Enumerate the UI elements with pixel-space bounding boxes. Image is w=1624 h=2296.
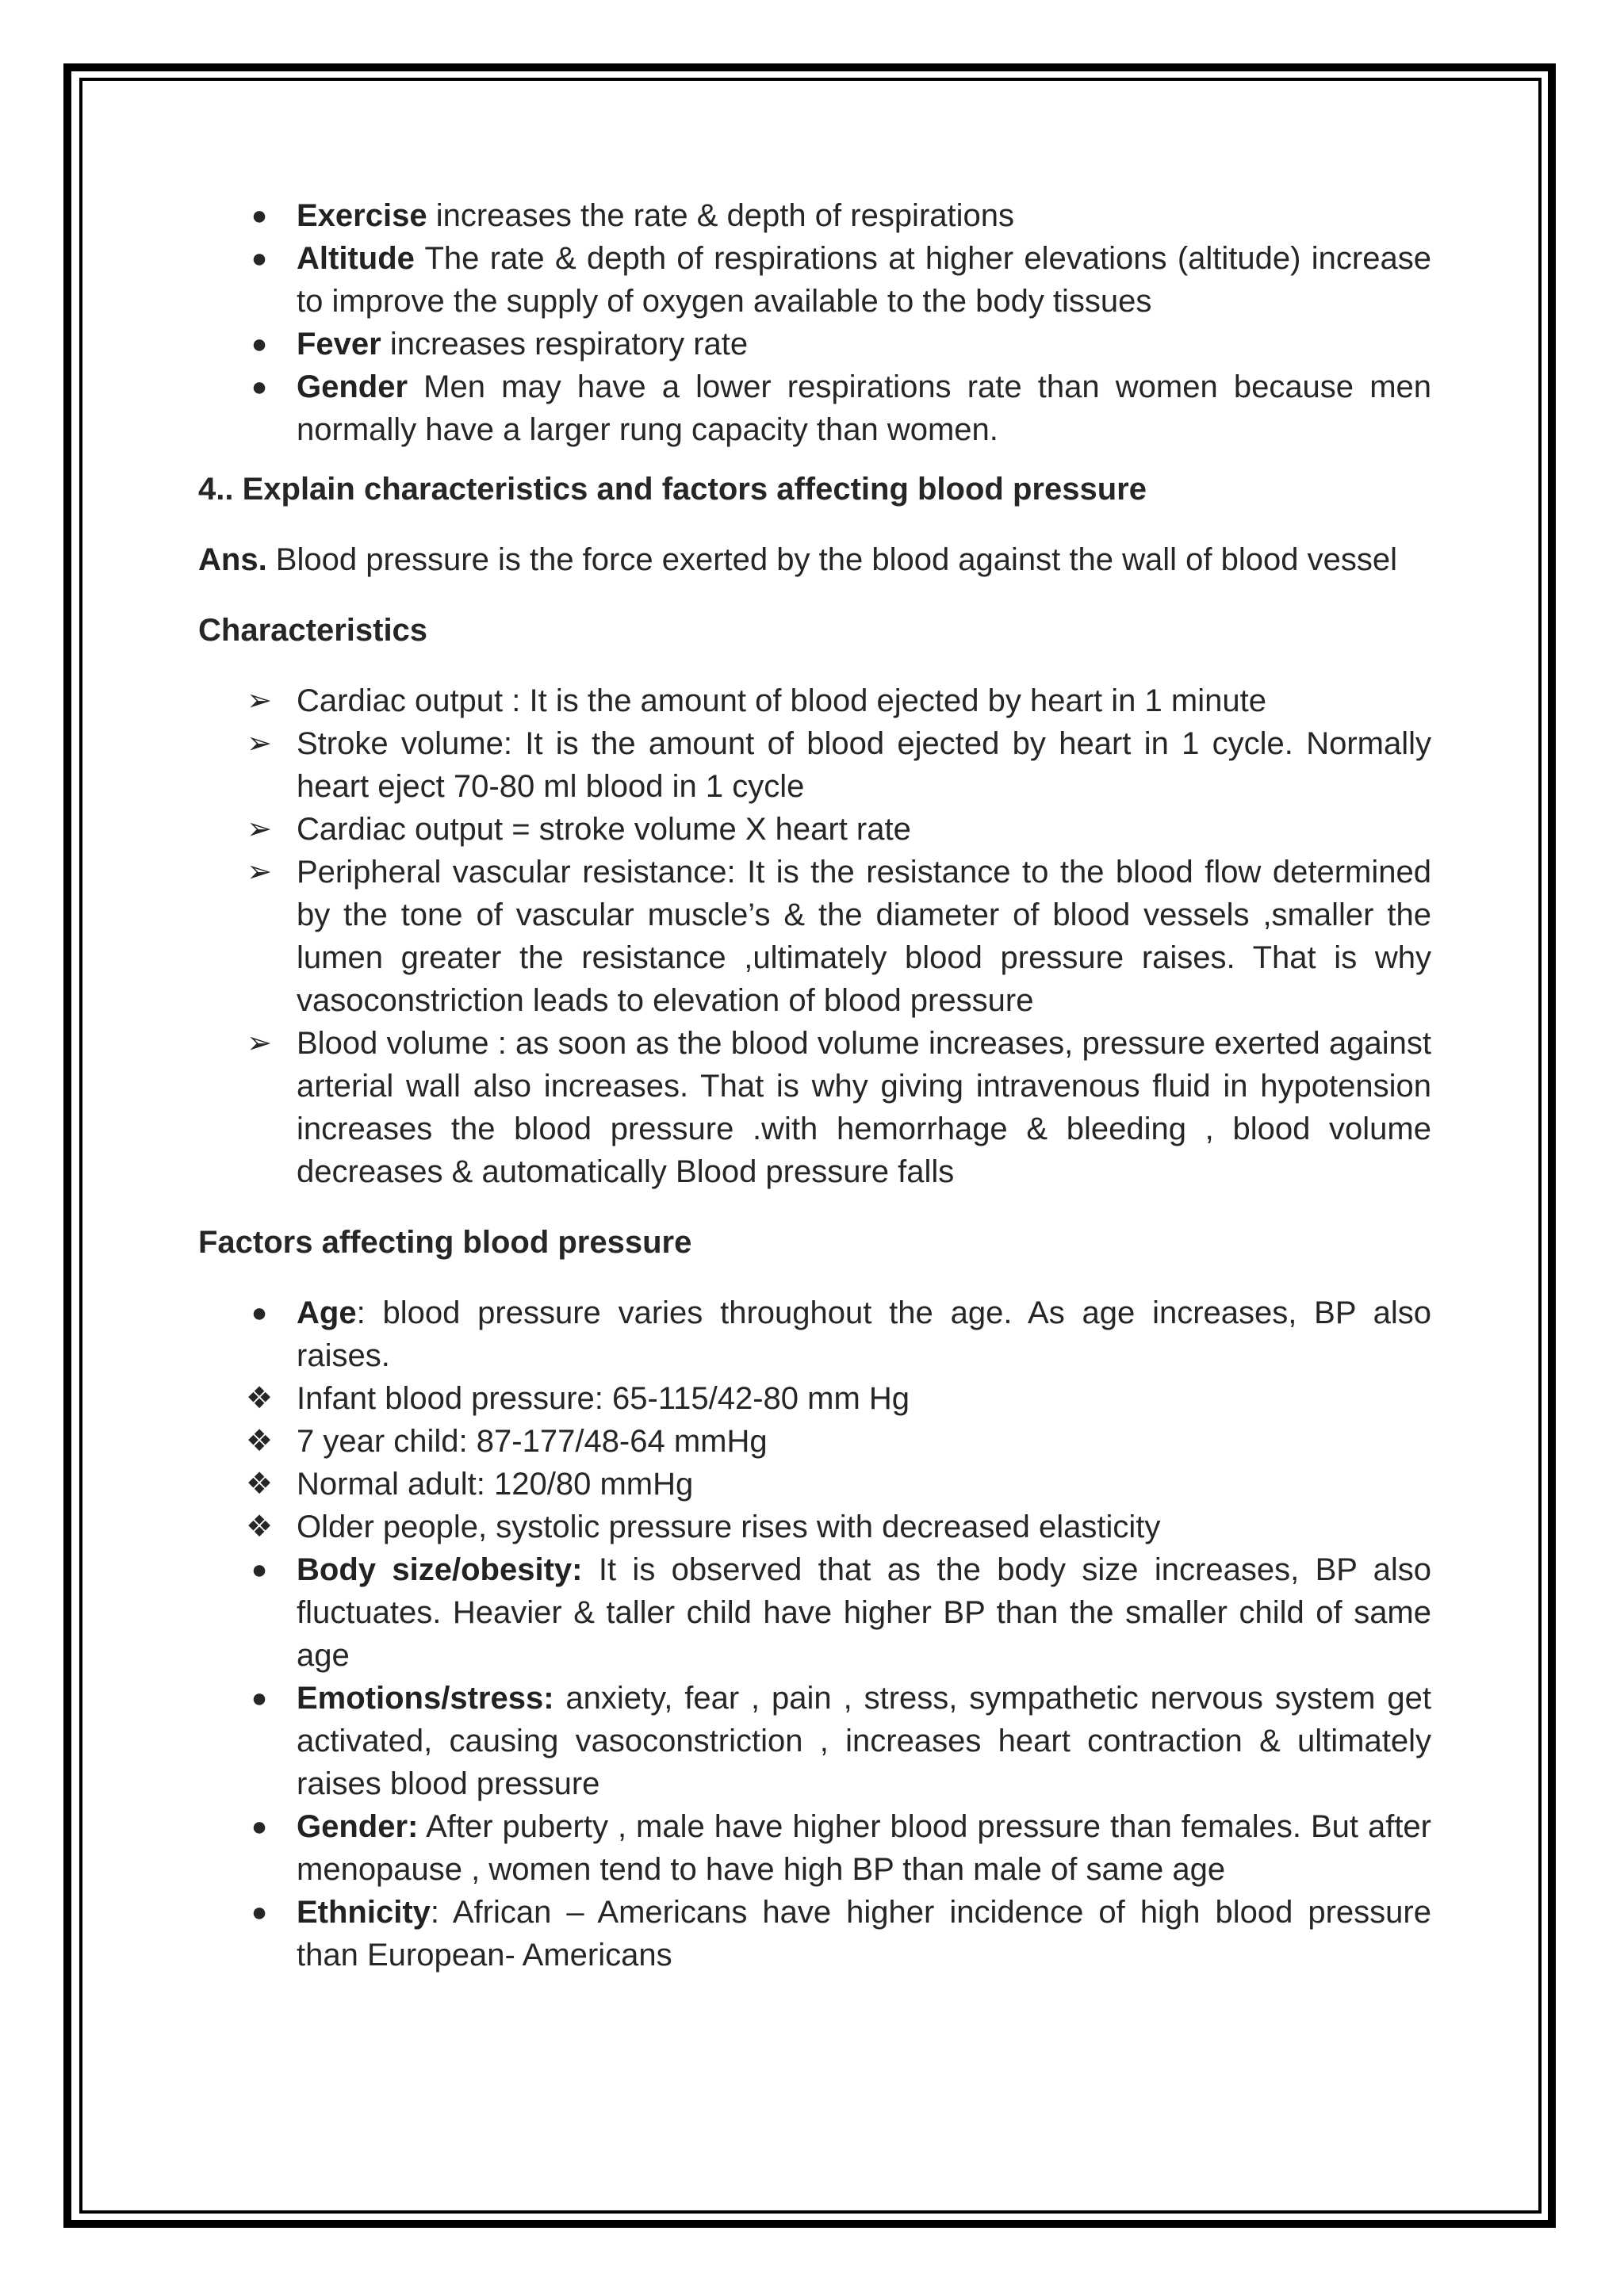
bullet-icon: ● [251, 1812, 268, 1842]
document-body [198, 194, 1431, 1976]
diamond-bullet-icon: ❖ [245, 1468, 274, 1501]
list-item: ➢ Stroke volume: It is the amount of blood ejected by heart in 1 cycle. Normally heart eject 70-80 ml blood in 1 cycle [198, 722, 1431, 808]
factors-heading: Factors affecting blood pressure [198, 1225, 692, 1260]
bullet-icon: ● [251, 1683, 268, 1713]
bullet-icon: ● [251, 1298, 268, 1328]
list-item: ● Age: blood pressure varies throughout the age. As age increases, BP also raises. [198, 1292, 1431, 1377]
list-item: ● Ethnicity: African – Americans have higher incidence of high blood pressure than European- Americans [198, 1891, 1431, 1976]
list-item: ❖ 7 year child: 87-177/48-64 mmHg [198, 1420, 1431, 1463]
list-item: ● Gender: After puberty , male have higher blood pressure than females. But after menopause , women tend to have high BP than male of same age [198, 1805, 1431, 1891]
list-item: ❖ Older people, systolic pressure rises with decreased elasticity [198, 1506, 1431, 1548]
factors-list [198, 1292, 1431, 1976]
arrow-bullet-icon: ➢ [247, 1027, 272, 1060]
diamond-bullet-icon: ❖ [245, 1510, 274, 1544]
bullet-icon: ● [251, 1555, 268, 1585]
arrow-bullet-icon: ➢ [247, 813, 272, 846]
list-item: ● Emotions/stress: anxiety, fear , pain , stress, sympathetic nervous system get activated, causing vasoconstriction , increases heart contraction & ultimately raises blood pressure [198, 1677, 1431, 1805]
list-item: ❖ Infant blood pressure: 65-115/42-80 mm Hg [198, 1377, 1431, 1420]
list-item: ➢ Blood volume : as soon as the blood volume increases, pressure exerted against arterial wall also increases. That is why giving intravenous fluid in hypotension increases the blood pressure .with hemorrhage & bleeding , blood volume decreases & automatically Blood pressure falls [198, 1022, 1431, 1193]
question-heading: 4.. Explain characteristics and factors affecting blood pressure [198, 472, 1147, 507]
bullet-icon: ● [251, 243, 268, 274]
list-item: ➢ Cardiac output = stroke volume X heart rate [198, 808, 1431, 851]
bullet-icon: ● [251, 372, 268, 402]
arrow-bullet-icon: ➢ [247, 727, 272, 760]
list-item: ● Body size/obesity: It is observed that as the body size increases, BP also fluctuates. Heavier & taller child have higher BP than the smaller child of same age [198, 1548, 1431, 1677]
arrow-bullet-icon: ➢ [247, 684, 272, 718]
list-item: ● Gender Men may have a lower respirations rate than women because men normally have a larger rung capacity than women. [198, 365, 1431, 451]
characteristics-list [198, 679, 1431, 1193]
list-item: ● Fever increases respiratory rate [198, 323, 1431, 365]
list-item: ➢ Cardiac output : It is the amount of blood ejected by heart in 1 minute [198, 679, 1431, 722]
answer-label: Ans. [198, 542, 267, 577]
diamond-bullet-icon: ❖ [245, 1382, 274, 1415]
list-item: ● Exercise increases the rate & depth of respirations [198, 194, 1431, 237]
bullet-icon: ● [251, 1897, 268, 1927]
answer-paragraph: Ans. Blood pressure is the force exerted by the blood against the wall of blood vessel [198, 542, 1397, 577]
characteristics-heading: Characteristics [198, 613, 428, 648]
diamond-bullet-icon: ❖ [245, 1425, 274, 1458]
list-item: ❖ Normal adult: 120/80 mmHg [198, 1463, 1431, 1506]
list-item: ➢ Peripheral vascular resistance: It is the resistance to the blood flow determined by the tone of vascular muscle’s & the diameter of blood vessels ,smaller the lumen greater the resistance ,ultimately blood pressure raises. That is why vasoconstriction leads to elevation of blood pressure [198, 851, 1431, 1022]
respiration-factors-list [198, 194, 1431, 451]
arrow-bullet-icon: ➢ [247, 855, 272, 889]
bullet-icon: ● [251, 201, 268, 231]
bullet-icon: ● [251, 329, 268, 359]
list-item: ● Altitude The rate & depth of respirations at higher elevations (altitude) increase to improve the supply of oxygen available to the body tissues [198, 237, 1431, 323]
